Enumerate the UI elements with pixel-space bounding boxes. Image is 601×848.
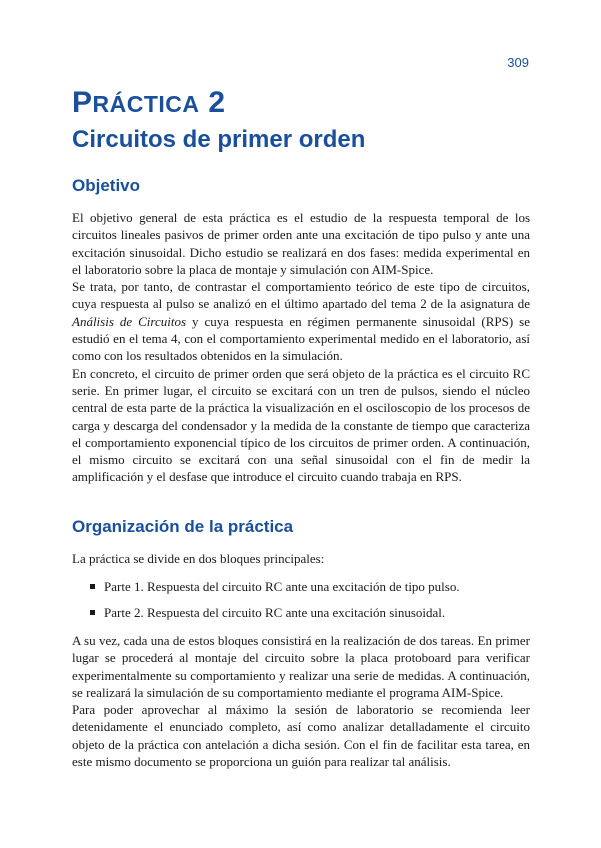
page-number: 309 (507, 55, 529, 70)
bullet-icon (90, 610, 95, 615)
section-title-organizacion: Organización de la práctica (72, 517, 294, 536)
bullet-icon (90, 584, 95, 589)
objetivo-paragraph-2-start: Se trata, por tanto, de contrastar el comportamiento teórico de este tipo de circuitos, cuya respuesta al pulso se analizó en el último apartado del tema 2 de la asignatura de (72, 279, 530, 312)
objetivo-paragraph-1: El objetivo general de esta práctica es el estudio de la respuesta temporal de los circuitos lineales pasivos de primer orden ante una excitación de tipo pulso y ante una excitación sinusoidal. Dicho estudio se realizará en dos fases: medida experimental en el laboratorio sobre la placa de montaje y simulación con AIM-Spice. (72, 210, 530, 277)
chapter-label (72, 86, 226, 120)
chapter-label-initial: P (72, 86, 93, 119)
chapter-label-number: 2 (208, 86, 226, 119)
section-title-objetivo: Objetivo (72, 176, 141, 195)
organizacion-intro: La práctica se divide en dos bloques principales: (72, 551, 325, 566)
list-item-text: Parte 2. Respuesta del circuito RC ante una excitación sinusoidal. (104, 605, 446, 620)
chapter-title: Circuitos de primer orden (72, 126, 366, 153)
chapter-label-rest: RÁCTICA (92, 91, 200, 117)
objetivo-paragraph-2-end: y cuya respuesta en régimen permanente sinusoidal (RPS) se estudió en el tema 4, con el comportamiento experimental medido en el laboratorio, así como con los resultados obtenidos en la simulación. (72, 313, 531, 364)
organizacion-paragraph-2: Para poder aprovechar al máximo la sesión de laboratorio se recomienda leer detenidamente el enunciado completo, así como analizar detalladamente el circuito objeto de la práctica con antelación a dicha sesión. Con el fin de facilitar esta tarea, en este mismo documento se proporciona un guión para realizar tal análisis. (72, 702, 530, 770)
list-item (90, 604, 530, 621)
course-name: Análisis de Circuitos (72, 313, 187, 329)
list-item-text: Parte 1. Respuesta del circuito RC ante una excitación de tipo pulso. (104, 579, 460, 594)
organizacion-paragraph-1: A su vez, cada una de estos bloques consistirá en la realización de dos tareas. En primer lugar se procederá al montaje del circuito sobre la placa protoboard para verificar experimentalmente su comportamiento y realizar una serie de medidas. A continuación, se realizará la simulación de su comportamiento mediante el programa AIM-Spice. (72, 633, 530, 700)
objetivo-paragraph-2 (72, 278, 530, 364)
organizacion-body (72, 632, 530, 770)
objetivo-paragraph-3: En concreto, el circuito de primer orden que será objeto de la práctica es el circuito RC serie. En primer lugar, el circuito se excitará con un tren de pulsos, siendo el núcleo central de esta parte de la práctica la visualización en el osciloscopio de los procesos de carga y descarga del condensador y la medida de la constante de tiempo que caracteriza el comportamiento exponencial típico de los circuitos de primer orden. A continuación, el mismo circuito se excitará con una señal sinusoidal con el fin de medir la amplificación y el desfase que introduce el circuito cuando trabaja en RPS. (72, 365, 530, 485)
list-item (90, 578, 530, 595)
objetivo-body (72, 209, 530, 486)
